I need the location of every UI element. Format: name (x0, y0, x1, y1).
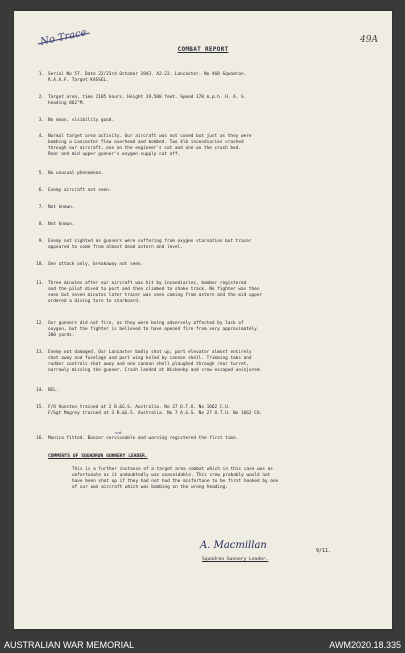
report-item-2 (38, 95, 378, 107)
item-text: One attack only, breakaway not seen. (48, 262, 144, 267)
report-item-8 (38, 222, 378, 228)
report-item-5 (38, 171, 378, 177)
footer-bar (0, 638, 405, 653)
item-text: Enemy not sighted as gunners were suffering from oxygen starvation but tracer appeared to come from almost dead astern and level. (48, 239, 252, 250)
item-text: Not known. (48, 205, 75, 210)
item-text: Our gunners did not fire, as they were being adversely affected by lack of oxygen, but the fighter is believed to have opened fire from very approximately 300 yards. (48, 321, 257, 338)
item-number: 12. (36, 321, 44, 326)
comments-text: This is a further instance of a target area combat which in this case was as unfortunate as it undoubtedly was unavoidable. This crew probably would not have been shot up if they had not had the misfortune to be first hooked by one of our own aircraft which was bombing on the wrong heading. (72, 467, 279, 490)
item-number: 4. (38, 134, 44, 139)
footer-accession-number: AWM2020.18.335 (329, 640, 401, 650)
item-text: Normal target area activity. Our aircraft was not coned but just as they were bombing a Lancaster flew overhead and bombed. Two 4lb incendiaries crashed through our aircraft, one on the engineer's cot and one on the crush bed. Rear and mid upper gunner's oxygen supply cut off. (48, 134, 252, 157)
report-item-12 (36, 321, 378, 339)
item-number: 16. (36, 436, 44, 441)
item-number: 9. (38, 239, 44, 244)
report-item-1 (38, 72, 378, 84)
handwritten-insertion: not (115, 430, 122, 435)
item-number: 11. (36, 281, 44, 286)
item-text: Target area, time 2105 hours. Height 19,500 feet. Speed 170 m.p.h. H. A. S. heading 062°M. (48, 95, 247, 106)
item-text: Enemy aircraft not seen. (48, 188, 112, 193)
signature-date: 9/11. (316, 548, 332, 554)
comments-heading: COMMENTS OF SQUADRON GUNNERY LEADER. (48, 454, 148, 459)
report-item-11 (36, 281, 378, 305)
item-number: 14. (36, 388, 44, 393)
report-item-10 (36, 262, 378, 268)
reference-number: 49A (360, 35, 378, 45)
item-text: No unusual phenomena. (48, 171, 104, 176)
document-page (14, 11, 392, 629)
item-text: Three minutes after our aircraft was hit by incendiaries, bomber registered and the pilot dived to port and then climbed to shake track. No fighter was then seen but seven minutes later tracer was seen coming from astern and the mid upper ordered a diving turn to starboard. (48, 281, 263, 304)
item-number: 6. (38, 188, 44, 193)
item-number: 8. (38, 222, 44, 227)
report-item-4 (38, 134, 378, 158)
signature-title: Squadron Gunnery Leader. (202, 557, 269, 562)
item-text: Enemy not damaged. Our Lancaster badly shot up, port elevator almost entirely shot away and fuselage and port wing holed by cannon shell. Trimming tabs and rudder controls shot away and one cannon shell ploughed through rear turret, narrowly missing the gunner. Crash landed at Wickenby and crew escaped uninjured. (48, 350, 263, 373)
item-text: Serial No 57. Date 22/23rd October 1943. A2-22. Lancaster. No 460 Squadron. R.A.A.F. Target KASSEL. (48, 72, 247, 83)
item-number: 3. (38, 118, 44, 123)
item-text: Not known. (48, 222, 75, 227)
item-number: 1. (38, 72, 44, 77)
page-title: COMBAT REPORT (177, 46, 229, 53)
item-text: Monica fitted. Boozer serviceable and warning registered the first time. (48, 436, 239, 441)
item-text: NIL. (48, 388, 59, 393)
item-number: 10. (36, 262, 44, 267)
item-number: 2. (38, 95, 44, 100)
report-item-9 (38, 239, 378, 251)
item-number: 5. (38, 171, 44, 176)
item-number: 13. (36, 350, 44, 355)
report-item-6 (38, 188, 378, 194)
item-number: 7. (38, 205, 44, 210)
report-item-14 (36, 388, 378, 394)
footer-institution: AUSTRALIAN WAR MEMORIAL (4, 640, 135, 650)
item-text: No moon, visibility good. (48, 118, 115, 123)
report-item-7 (38, 205, 378, 211)
item-text: F/O Hunston trained at 2 B.&G.S. Australia. No 27 O.T.U. No 1662 C.U. F/Sgt Magrey trained at 3 B.&G.S. Australia. No 7 A.G.S. No 27 O.T.U. No 1662 CU. (48, 405, 263, 416)
report-item-15 (36, 405, 378, 417)
report-item-3 (38, 118, 378, 124)
signature: A. Macmillan (200, 540, 267, 551)
report-item-13 (36, 350, 378, 374)
report-item-16 (36, 436, 378, 442)
item-number: 15. (36, 405, 44, 410)
handwritten-note: No Trace (39, 27, 88, 48)
